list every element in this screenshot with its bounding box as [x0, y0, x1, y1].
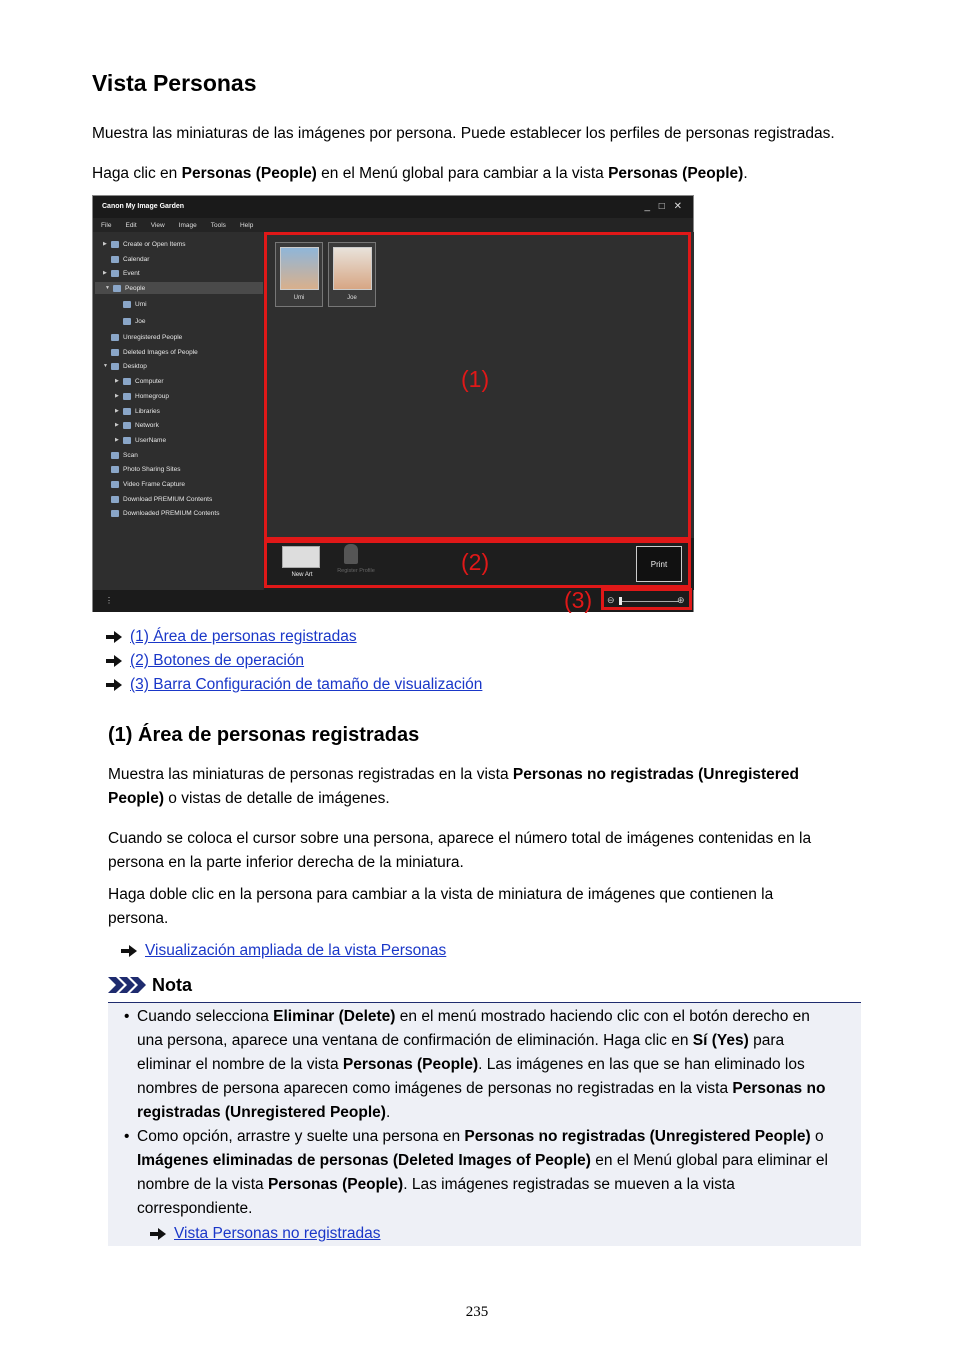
sidebar-item[interactable] — [95, 282, 263, 294]
sidebar-item-label: Create or Open Items — [123, 240, 186, 248]
sidebar-item-label: UserName — [135, 436, 167, 444]
expand-arrow-icon[interactable]: ▶ — [115, 437, 119, 443]
expand-arrow-icon[interactable]: ▶ — [115, 422, 119, 428]
expand-arrow-icon[interactable]: ▶ — [115, 393, 119, 399]
app-titlebar: Canon My Image Garden — [93, 196, 693, 218]
expand-arrow-icon[interactable]: ▼ — [105, 285, 110, 291]
folder-icon — [111, 452, 119, 459]
folder-icon — [123, 393, 131, 400]
sidebar-item[interactable] — [93, 449, 138, 461]
link-enlarged-view[interactable]: Visualización ampliada de la vista Personas — [145, 942, 447, 959]
bullet: • — [124, 1128, 130, 1145]
folder-icon — [111, 510, 119, 517]
expand-arrow-icon[interactable]: ▼ — [103, 363, 108, 369]
expand-arrow-icon[interactable]: ▶ — [115, 408, 119, 414]
callout-label-1: (1) — [461, 366, 490, 392]
folder-icon — [111, 466, 119, 473]
sidebar-item-label: Deleted Images of People — [123, 348, 198, 356]
intro-instruction: Haga clic en Personas (People) en el Menú global para cambiar a la vista Personas (People). — [92, 165, 748, 182]
new-art-label: New Art — [291, 572, 313, 578]
sidebar-item-label: Network — [135, 421, 159, 429]
sidebar-item-label: People — [125, 284, 146, 292]
folder-icon — [111, 349, 119, 356]
arrow-right-icon — [106, 631, 122, 643]
sidebar-item[interactable] — [93, 346, 198, 358]
register-profile-label: Register Profile — [337, 568, 375, 574]
callout-box-3 — [601, 588, 692, 610]
sidebar-item[interactable] — [93, 331, 182, 343]
note-icon — [108, 977, 148, 998]
sidebar-item-label: Umi — [135, 300, 147, 308]
sidebar-item-label: Homegroup — [135, 392, 169, 400]
sidebar-item-label: Downloaded PREMIUM Contents — [123, 509, 220, 517]
sidebar-item[interactable] — [93, 298, 147, 310]
note-label: Nota — [152, 975, 192, 995]
folder-icon — [123, 422, 131, 429]
sidebar-item[interactable] — [93, 478, 185, 490]
note-header — [108, 973, 861, 1003]
sidebar-item[interactable] — [93, 390, 169, 402]
link-area-1[interactable]: (1) Área de personas registradas — [130, 628, 357, 645]
sidebar-item[interactable] — [93, 493, 212, 505]
section-paragraph-2: Cuando se coloca el cursor sobre una persona, aparece el número total de imágenes contenidas en la persona en la parte inferior derecha de la miniatura. — [108, 830, 812, 871]
link-row — [106, 650, 304, 672]
page-number: 235 — [465, 1304, 489, 1320]
intro-paragraph: Muestra las miniaturas de las imágenes por persona. Puede establecer los perfiles de personas registradas. — [92, 125, 835, 142]
sidebar-item[interactable] — [93, 375, 164, 387]
menu-file[interactable]: File — [101, 221, 112, 229]
sidebar-item-label: Libraries — [135, 407, 160, 415]
folder-icon — [111, 241, 119, 248]
folder-icon — [123, 301, 131, 308]
folder-icon — [111, 481, 119, 488]
folder-icon — [113, 285, 121, 292]
sidebar-item-label: Scan — [123, 451, 138, 459]
link-unregistered-people[interactable]: Vista Personas no registradas — [174, 1225, 381, 1242]
menu-edit[interactable]: Edit — [125, 221, 137, 229]
expand-arrow-icon[interactable]: ▶ — [115, 378, 119, 384]
note-line: Como opción, arrastre y suelte una persona en Personas no registradas (Unregistered People) o — [137, 1128, 824, 1145]
sidebar-item-label: Desktop — [123, 362, 147, 370]
arrow-right-icon — [106, 655, 122, 667]
sidebar-item-label: Download PREMIUM Contents — [123, 495, 213, 503]
folder-icon — [123, 408, 131, 415]
zoom-out-icon[interactable]: ⊖ — [607, 595, 615, 605]
page-title: Vista Personas — [92, 70, 257, 96]
sidebar-item-label: Photo Sharing Sites — [123, 465, 181, 473]
app-menubar — [93, 218, 693, 232]
arrow-right-icon — [106, 679, 122, 691]
folder-icon — [111, 270, 119, 277]
folder-icon — [111, 496, 119, 503]
callout-label-2: (2) — [461, 549, 490, 575]
note-line: nombres de persona aparecen como imágenes de personas no registradas en la vista Personas no — [137, 1080, 826, 1097]
window-buttons: _ □ ✕ — [644, 201, 685, 212]
sidebar-item[interactable] — [93, 253, 149, 265]
note-line: nombre de la vista Personas (People). Las imágenes registradas se mueven a la vista — [137, 1176, 735, 1193]
sidebar-item-label: Video Frame Capture — [123, 480, 186, 488]
link-row — [106, 674, 482, 696]
link-area-3[interactable]: (3) Barra Configuración de tamaño de visualización — [130, 676, 483, 693]
expand-arrow-icon[interactable]: ▶ — [103, 270, 107, 276]
folder-icon — [123, 318, 131, 325]
menu-view[interactable]: View — [150, 221, 165, 229]
menu-help[interactable]: Help — [239, 221, 254, 229]
note-line: Imágenes eliminadas de personas (Deleted Images of People) en el Menú global para eliminar el — [137, 1152, 828, 1169]
sidebar-item[interactable] — [93, 360, 147, 372]
folder-icon — [123, 437, 131, 444]
arrow-right-icon — [150, 1228, 166, 1240]
app-screenshot — [92, 195, 694, 612]
bullet: • — [124, 1008, 130, 1025]
global-menu-sidebar — [93, 232, 263, 590]
link-area-2[interactable]: (2) Botones de operación — [130, 652, 305, 669]
print-button[interactable]: Print — [636, 546, 682, 582]
link-row — [106, 626, 357, 648]
note-line: una persona, aparece una ventana de confirmación de eliminación. Haga clic en Sí (Yes) para — [137, 1032, 785, 1049]
info-icon[interactable]: ⋮ — [105, 596, 113, 605]
sidebar-item[interactable] — [93, 315, 145, 327]
folder-icon — [111, 256, 119, 263]
sidebar-item[interactable] — [93, 267, 140, 279]
section-heading: (1) Área de personas registradas — [108, 724, 420, 746]
folder-icon — [111, 363, 119, 370]
folder-icon — [123, 378, 131, 385]
expand-arrow-icon[interactable]: ▶ — [103, 241, 107, 247]
zoom-in-icon[interactable]: ⊕ — [677, 595, 685, 605]
sidebar-item-label: Calendar — [123, 255, 150, 263]
note-line: Cuando selecciona Eliminar (Delete) en el menú mostrado haciendo clic con el botón derecho en — [137, 1008, 810, 1025]
sidebar-item[interactable] — [93, 419, 159, 431]
sidebar-item[interactable] — [93, 405, 160, 417]
arrow-right-icon — [121, 945, 137, 957]
note-line: eliminar el nombre de la vista Personas (People). Las imágenes en las que se han eliminado los — [137, 1056, 805, 1073]
sidebar-item[interactable] — [93, 238, 186, 250]
menu-image[interactable]: Image — [178, 221, 197, 229]
note-line: correspondiente. — [137, 1200, 253, 1217]
link-row — [121, 940, 446, 962]
sidebar-item[interactable] — [93, 463, 180, 475]
menu-tools[interactable]: Tools — [210, 221, 226, 229]
callout-label-3: (3) — [564, 587, 593, 613]
sidebar-item-label: Joe — [135, 317, 146, 325]
folder-icon — [111, 334, 119, 341]
person-name: Joe — [347, 295, 357, 301]
section-paragraph-1: Muestra las miniaturas de personas registradas en la vista Personas no registradas (Unregistered People) o vistas de detalle de imágenes. — [108, 766, 799, 807]
link-row — [150, 1223, 381, 1245]
sidebar-item-label: Event — [123, 269, 140, 277]
sidebar-item-label: Computer — [135, 377, 164, 385]
note-line: registradas (Unregistered People). — [137, 1104, 391, 1121]
sidebar-item[interactable] — [93, 434, 166, 446]
sidebar-item[interactable] — [93, 507, 219, 519]
sidebar-item-label: Unregistered People — [123, 333, 183, 341]
person-name: Umi — [293, 295, 305, 301]
section-paragraph-3: Haga doble clic en la persona para cambiar a la vista de miniatura de imágenes que contienen la persona. — [108, 886, 774, 927]
